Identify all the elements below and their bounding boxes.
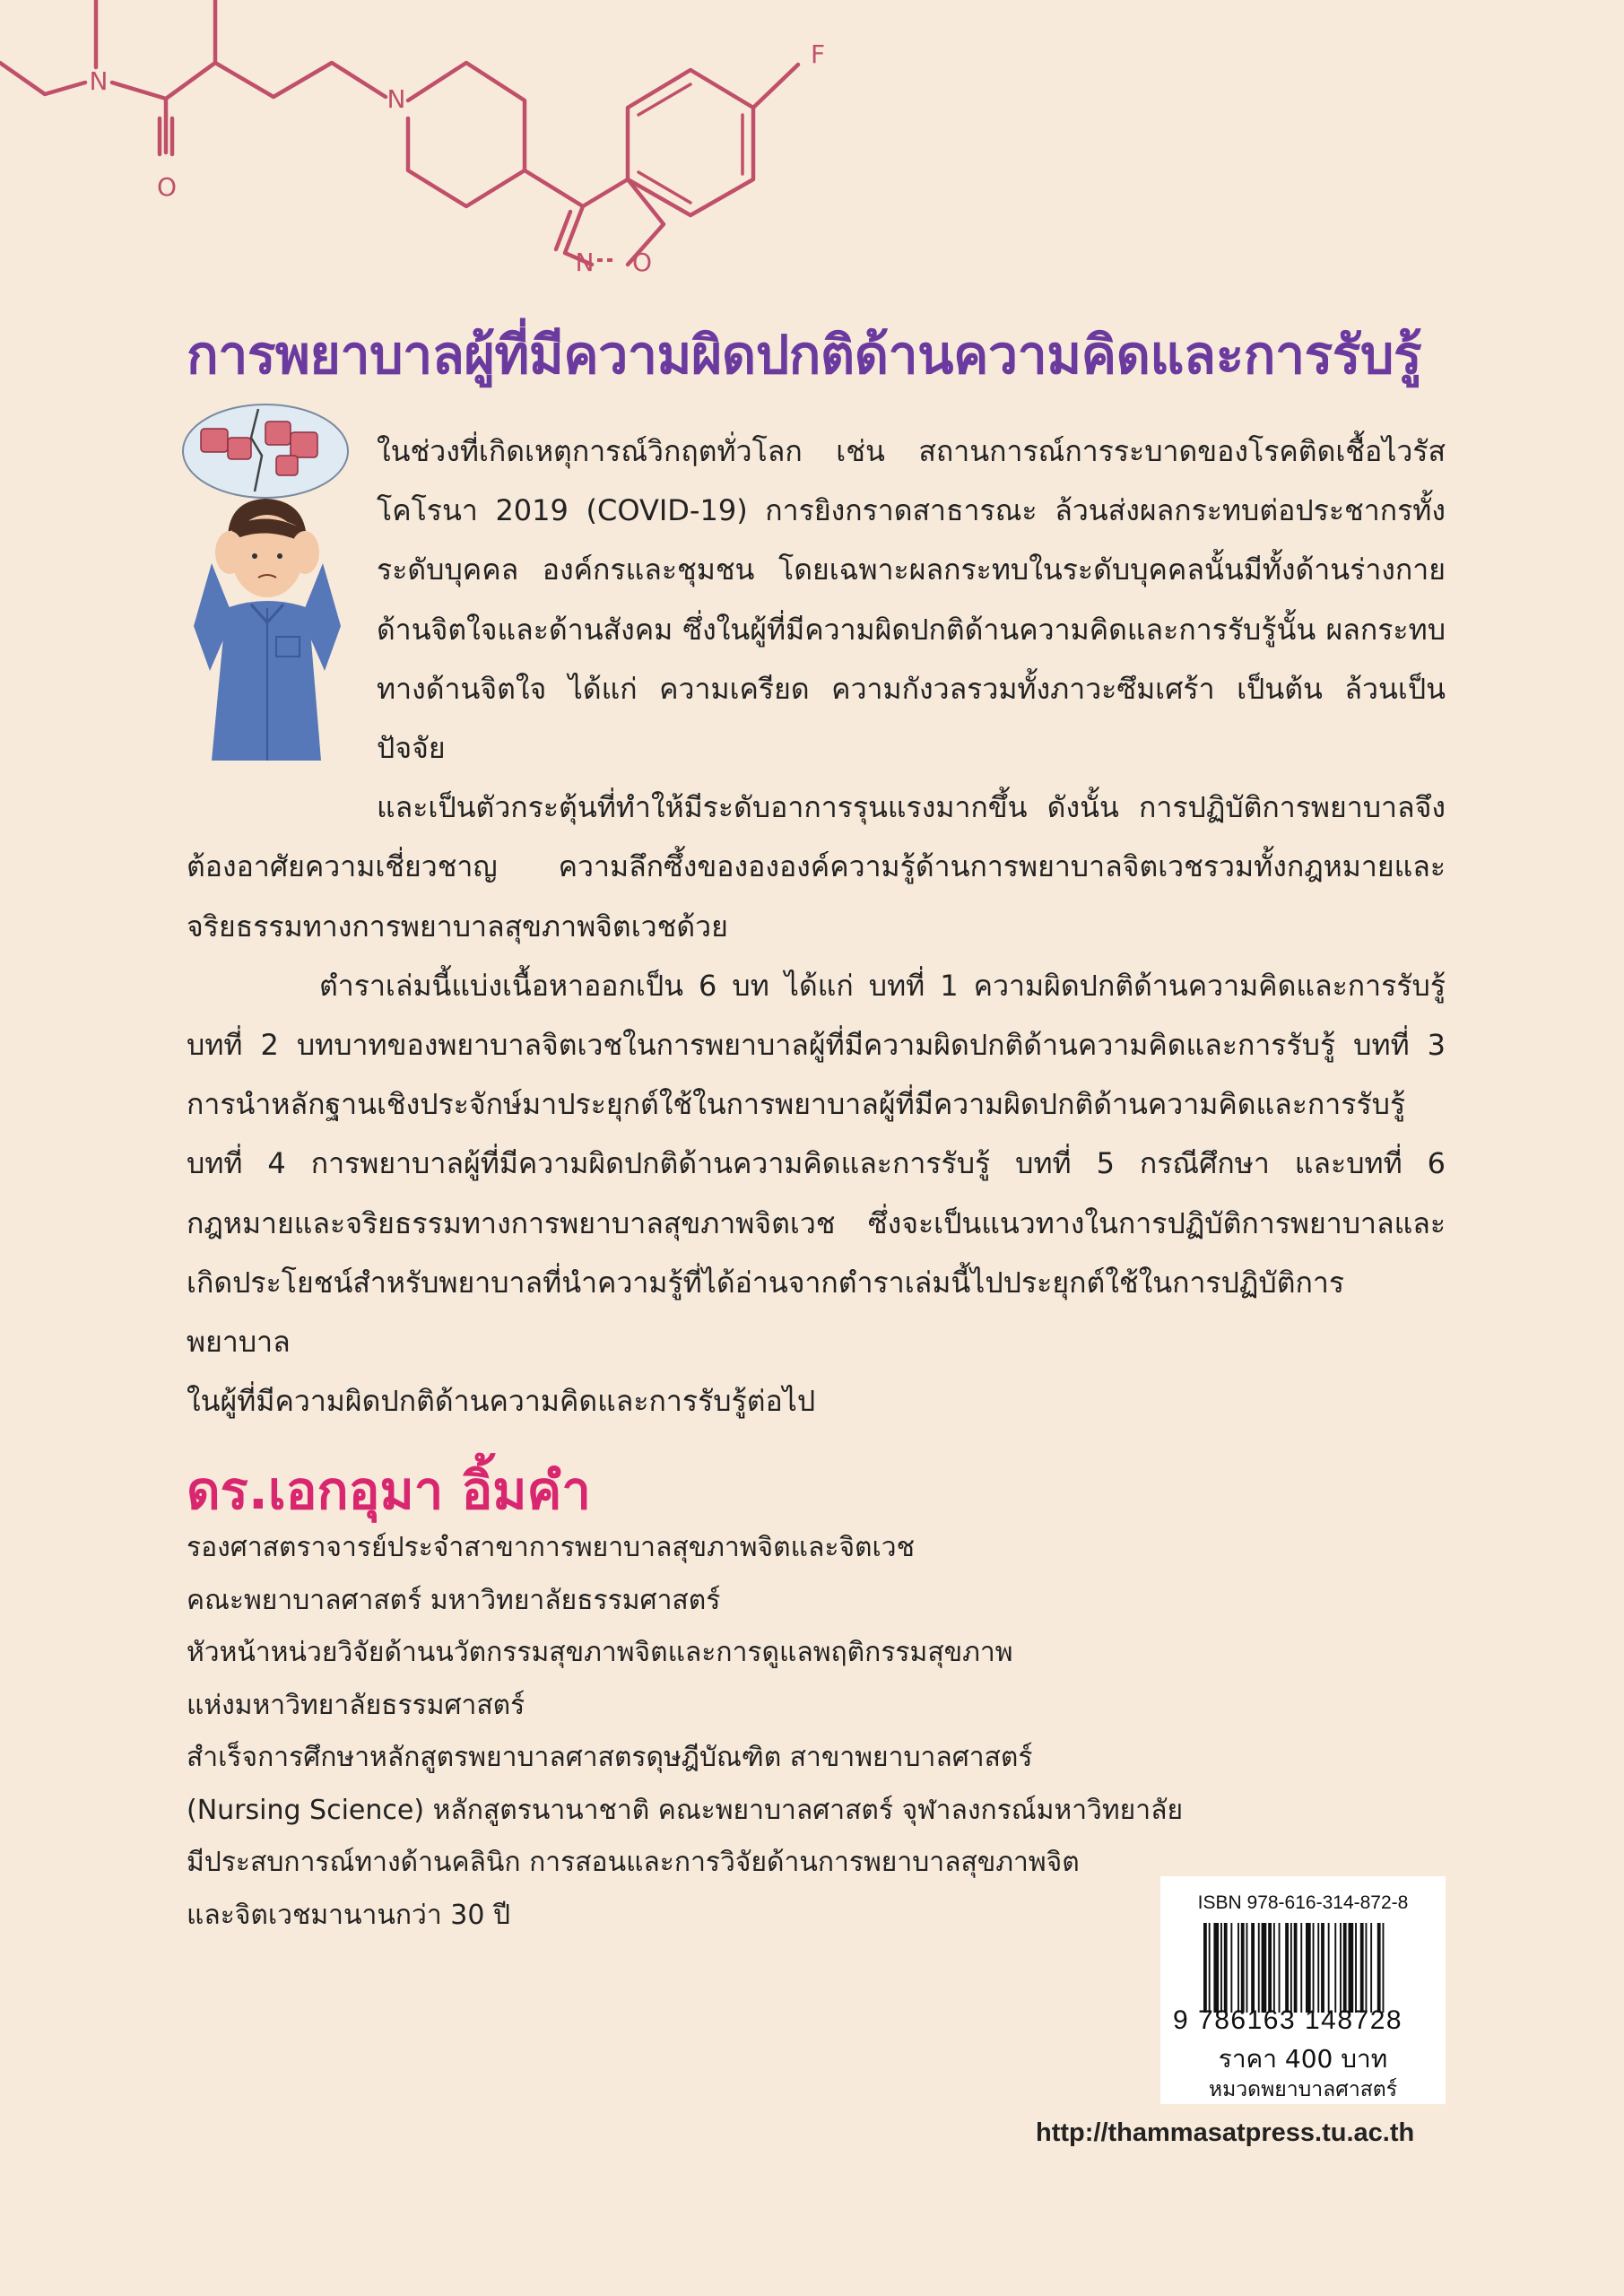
barcode-bar	[1377, 1923, 1381, 2013]
book-title: การพยาบาลผู้ที่มีความผิดปกติด้านความคิดและการรับรู้	[187, 324, 1422, 386]
body-line: การนำหลักฐานเชิงประจักษ์มาประยุกต์ใช้ในการพยาบาลผู้ที่มีความผิดปกติด้านความคิดและการรับรู้	[187, 1087, 1406, 1122]
author-bio	[187, 1522, 1263, 1942]
barcode-bar	[1343, 1923, 1347, 2013]
bio-line: และจิตเวชมานานกว่า 30 ปี	[187, 1899, 510, 1931]
barcode-bar	[1251, 1923, 1255, 2013]
body-line: บทที่ 4 การพยาบาลผู้ที่มีความผิดปกติด้านความคิดและการรับรู้ บทที่ 5 กรณีศึกษา และบทที่ 6	[187, 1146, 1446, 1181]
atom-label-o1: O	[156, 172, 178, 202]
body-line: ด้านจิตใจและด้านสังคม ซึ่งในผู้ที่มีความผิดปกติด้านความคิดและการรับรู้นั้น ผลกระทบ	[377, 612, 1446, 647]
barcode-bar	[1279, 1923, 1281, 2013]
barcode-bar	[1213, 1923, 1219, 2013]
barcode-bar	[1268, 1923, 1272, 2013]
body-line: บทที่ 2 บทบาทของพยาบาลจิตเวชในการพยาบาลผู้ที่มีความผิดปกติด้านความคิดและการรับรู้ บทที่ 3	[187, 1028, 1446, 1063]
category-text: หมวดพยาบาลศาสตร์	[1208, 2078, 1398, 2101]
isbn-text: ISBN 978-616-314-872-8	[1197, 1892, 1409, 1913]
atom-label-o2: O	[631, 248, 653, 277]
price-text: ราคา 400 บาท	[1218, 2044, 1388, 2074]
barcode-bar	[1370, 1923, 1372, 2013]
body-line: และเป็นตัวกระตุ้นที่ทำให้มีระดับอาการรุนแรงมากขึ้น ดังนั้น การปฏิบัติการพยาบาลจึง	[377, 790, 1446, 825]
barcode-digits: 9 786163 148728	[1173, 2005, 1403, 2035]
atom-label-n2: N	[386, 84, 406, 114]
barcode-bar	[1300, 1923, 1302, 2013]
body-line: ในผู้ที่มีความผิดปกติด้านความคิดและการรับรู้ต่อไป	[187, 1384, 816, 1419]
body-line: กฎหมายและจริยธรรมทางการพยาบาลสุขภาพจิตเวช ซึ่งจะเป็นแนวทางในการปฏิบัติการพยาบาลและ	[187, 1205, 1446, 1240]
publisher-url[interactable]: http://thammasatpress.tu.ac.th	[1036, 2118, 1415, 2147]
author-name: ดร.เอกอุมา อิ้มคำ	[187, 1460, 591, 1521]
body-line: จริยธรรมทางการพยาบาลสุขภาพจิตเวชด้วย	[187, 909, 728, 944]
molecule-structure-diagram	[0, 0, 897, 287]
barcode-bar	[1366, 1923, 1368, 2013]
bio-line: คณะพยาบาลศาสตร์ มหาวิทยาลัยธรรมศาสตร์	[187, 1584, 721, 1616]
barcode-bar	[1224, 1923, 1228, 2013]
bio-line: สำเร็จการศึกษาหลักสูตรพยาบาลศาสตรดุษฎีบัณฑิต สาขาพยาบาลศาสตร์	[187, 1742, 1033, 1773]
barcode-bar	[1209, 1923, 1211, 2013]
barcode-bar	[1258, 1923, 1260, 2013]
barcode-bar	[1273, 1923, 1275, 2013]
body-line: ระดับบุคคล องค์กรและชุมชน โดยเฉพาะผลกระทบในระดับบุคคลนั้นมีทั้งด้านร่างกาย	[377, 552, 1446, 587]
barcode-bar	[1334, 1923, 1336, 2013]
body-line: ในช่วงที่เกิดเหตุการณ์วิกฤตทั่วโลก เช่น สถานการณ์การระบาดของโรคติดเชื้อไวรัส	[377, 434, 1446, 468]
barcode-bar	[1285, 1923, 1289, 2013]
barcode-bar	[1313, 1923, 1315, 2013]
barcode-bar	[1360, 1923, 1364, 2013]
body-line: ทางด้านจิตใจ ได้แก่ ความเครียด ความกังวลรวมทั้งภาวะซึมเศร้า เป็นต้น ล้วนเป็นปัจจัย	[377, 671, 1446, 766]
barcode-label	[1160, 1876, 1446, 2104]
barcode-bar	[1340, 1923, 1342, 2013]
bio-line: หัวหน้าหน่วยวิจัยด้านนวัตกรรมสุขภาพจิตและการดูแลพฤติกรรมสุขภาพ	[187, 1637, 1013, 1668]
description-text	[187, 422, 1446, 1431]
barcode-bar	[1230, 1923, 1232, 2013]
barcode-bar	[1383, 1923, 1385, 2013]
barcode-bar	[1349, 1923, 1354, 2013]
bio-line: มีประสบการณ์ทางด้านคลินิก การสอนและการวิจัยด้านการพยาบาลสุขภาพจิต	[187, 1847, 1080, 1878]
atom-label-n3: N	[575, 248, 595, 277]
barcode-bar	[1262, 1923, 1267, 2013]
barcode-bar	[1220, 1923, 1222, 2013]
barcode-bar	[1238, 1923, 1239, 2013]
barcode-bar	[1328, 1923, 1330, 2013]
barcode-bars	[1203, 1923, 1433, 2013]
barcode-bar	[1294, 1923, 1298, 2013]
barcode-bar	[1290, 1923, 1292, 2013]
body-line: ต้องอาศัยความเชี่ยวชาญ ความลึกซึ้งของององค์ความรู้ด้านการพยาบาลจิตเวชรวมทั้งกฎหมายและ	[187, 849, 1446, 884]
body-line: เกิดประโยชน์สำหรับพยาบาลที่นำความรู้ที่ได้อ่านจากตำราเล่มนี้ไปประยุกต์ใช้ในการปฏิบัติการพยาบาล	[187, 1265, 1345, 1360]
barcode-bar	[1203, 1923, 1207, 2013]
barcode-bar	[1241, 1923, 1245, 2013]
body-line: ตำราเล่มนี้แบ่งเนื้อหาออกเป็น 6 บท ได้แก่ บทที่ 1 ความผิดปกติด้านความคิดและการรับรู้	[319, 968, 1446, 1003]
barcode-bar	[1246, 1923, 1248, 2013]
atom-label-f: F	[810, 39, 826, 69]
barcode-bar	[1321, 1923, 1324, 2013]
barcode-bar	[1306, 1923, 1311, 2013]
body-line: โคโรนา 2019 (COVID-19) การยิงกราดสาธารณะ ล้วนส่งผลกระทบต่อประชากรทั้ง	[377, 493, 1446, 528]
bio-line: แห่งมหาวิทยาลัยธรรมศาสตร์	[187, 1689, 525, 1721]
bio-line: รองศาสตราจารย์ประจำสาขาการพยาบาลสุขภาพจิตและจิตเวช	[187, 1532, 915, 1563]
bio-line: (Nursing Science) หลักสูตรนานาชาติ คณะพยาบาลศาสตร์ จุฬาลงกรณ์มหาวิทยาลัย	[187, 1794, 1184, 1826]
atom-label-n1: N	[89, 66, 109, 96]
barcode-bar	[1355, 1923, 1357, 2013]
barcode-bar	[1317, 1923, 1319, 2013]
